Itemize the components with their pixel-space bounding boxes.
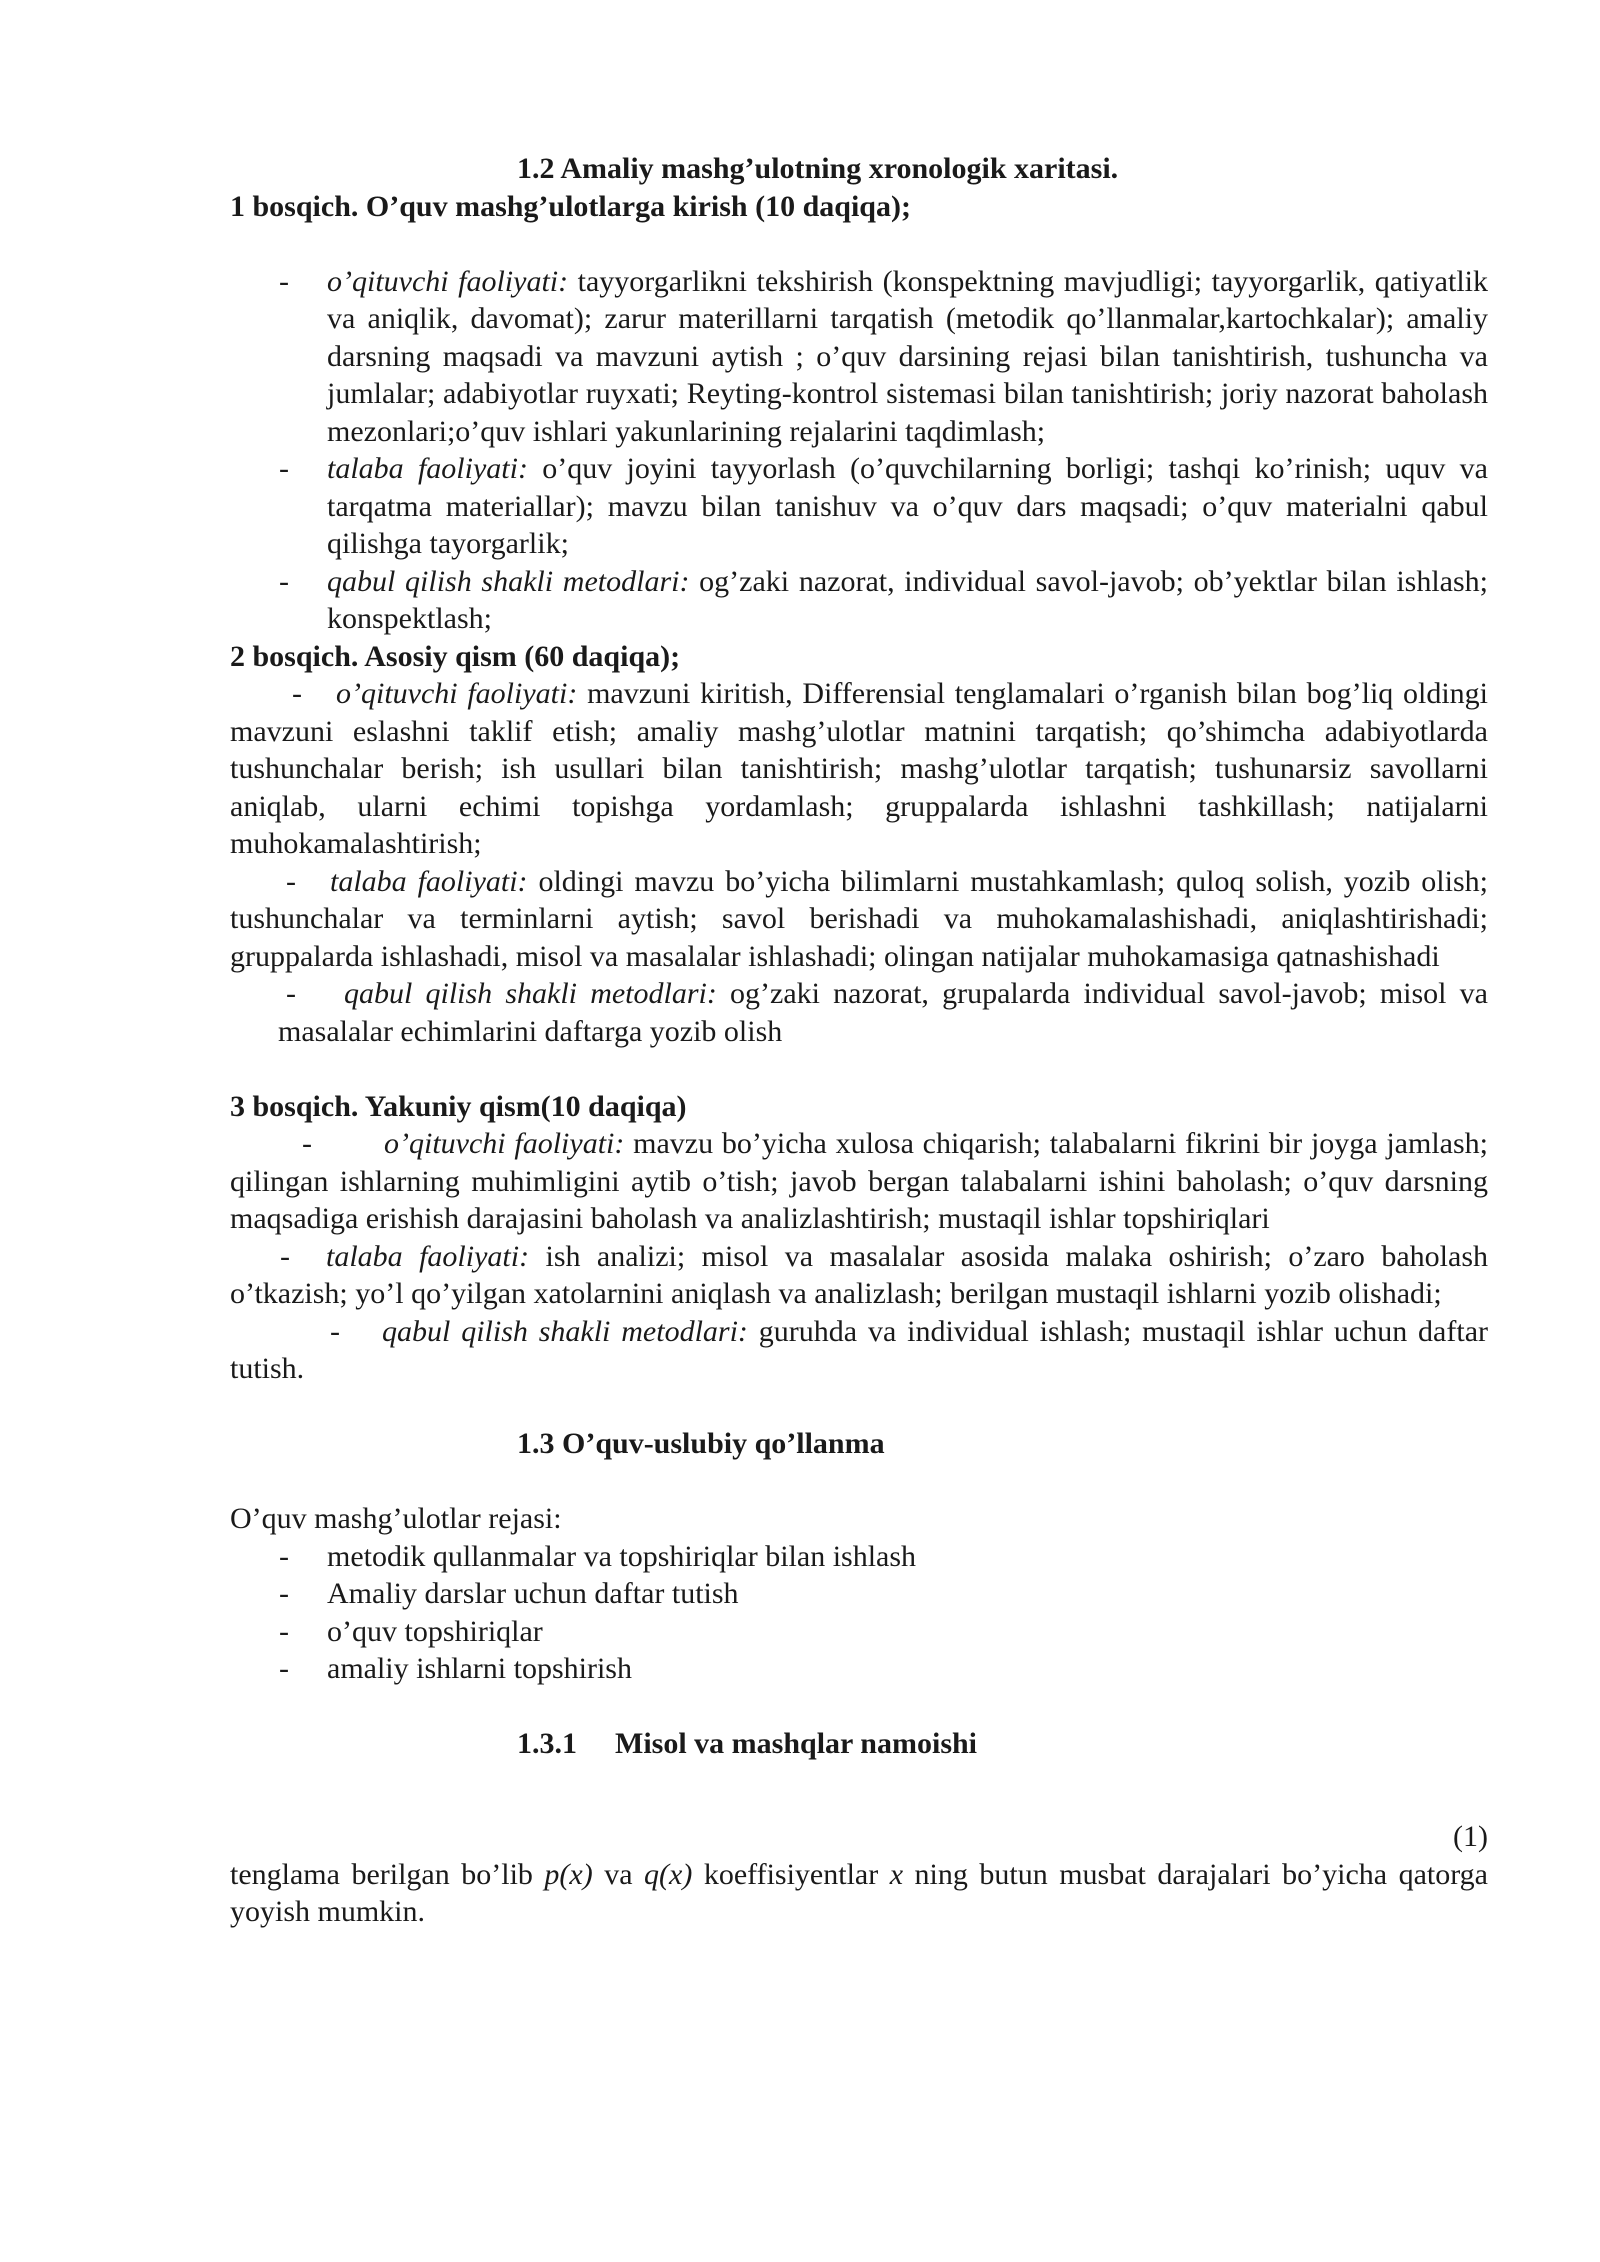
bullet-dash: -: [286, 864, 296, 898]
stage2-title: 2 bosqich. Asosiy qism (60 daqiqa);: [230, 639, 681, 673]
plan-item-text: o’quv topshiriqlar: [327, 1614, 543, 1648]
stage3-student-paragraph: [230, 1238, 1488, 1313]
paragraph-label: qabul qilish shakli metodlari:: [382, 1314, 748, 1348]
paragraph-text: ish analizi; misol va masalalar asosida malaka oshirish; o’zaro baholash o’tkazish; yo’l qo’yilgan xatolarnini aniqlash va analizlash; berilgan mustaqil ishlarni yozib olishadi;: [230, 1239, 1488, 1310]
text-fragment: tenglama berilgan bo’lib: [230, 1857, 545, 1891]
equation-number: (1): [1453, 1820, 1488, 1853]
section-number: 1.3.1: [517, 1726, 577, 1760]
bullet-dash: -: [279, 1614, 289, 1648]
stage3-teacher-paragraph: [230, 1125, 1488, 1238]
plan-item-text: amaliy ishlarni topshirish: [327, 1652, 632, 1685]
qx-symbol: q(x): [644, 1857, 693, 1891]
bullet-dash: -: [279, 564, 289, 598]
bullet-dash: -: [279, 452, 289, 485]
paragraph-text: og’zaki nazorat, grupalarda individual savol-javob; misol va masalalar echimlarini daftarga yozib olish: [278, 977, 1488, 1048]
plan-list-item: [230, 1538, 1488, 1576]
stage1-item-student: [230, 450, 1488, 563]
paragraph-label: o’qituvchi faoliyati:: [336, 677, 578, 710]
section131-heading: [230, 1725, 1488, 1763]
text-fragment: va: [592, 1857, 645, 1891]
paragraph-text: mavzu bo’yicha xulosa chiqarish; talabalarni fikrini bir joyga jamlash; qilingan ishlarning muhimligini aytib o’tish; javob bergan talabalarni ishini baholash; o’quv darsning maqsadiga erishish darajasini baholash va analizlashtirish; mustaqil ishlar topshiriqlari: [230, 1127, 1488, 1235]
text-fragment: ning butun musbat darajalari bo’yicha qatorga yoyish mumkin.: [230, 1857, 1488, 1928]
x-symbol: x: [889, 1857, 904, 1891]
stage3-title: 3 bosqich. Yakuniy qism(10 daqiqa): [230, 1089, 687, 1123]
paragraph-text: oldingi mavzu bo’yicha bilimlarni mustahkamlash; quloq solish, yozib olish; tushunchalar va terminlarni aytish; savol berishadi va muhokamalashishadi, aniqlashtirishadi; gruppalarda ishlashadi, misol va masalalar ishlashadi; olingan natijalar muhokamasiga qatnashishadi: [230, 864, 1488, 973]
plan-list-item: [230, 1575, 1488, 1613]
bullet-dash: -: [292, 677, 302, 710]
item-label: talaba faoliyati:: [327, 452, 528, 485]
paragraph-text: mavzuni kiritish, Differensial tenglamalari o’rganish bilan bog’liq oldingi mavzuni eslashni taklif etish; amaliy mashg’ulotlar matnini tarqatish; qo’shimcha adabiyotlarda tushunchalar berish; ish usullari bilan tanishtirish; mashg’ulotlar tarqatish; tushunarsiz savollarni aniqlab, ularni echimi topishga yordamlash; gruppalarda ishlashni tashkillash; natijalarni muhokamalashtirish;: [230, 677, 1489, 860]
stage2-student-paragraph: [230, 863, 1488, 976]
section13-intro: O’quv mashg’ulotlar rejasi:: [230, 1502, 562, 1535]
bullet-dash: -: [279, 1577, 289, 1610]
plan-list-item: [230, 1613, 1488, 1651]
item-text: o’quv joyini tayyorlash (o’quvchilarning borligi; tashqi ko’rinish; uquv va tarqatma materiallar); mavzu bilan tanishuv va o’quv dars maqsadi; o’quv materialni qabul qilishga tayorgarlik;: [327, 452, 1488, 560]
item-label: o’qituvchi faoliyati:: [327, 264, 569, 298]
bullet-dash: -: [330, 1314, 340, 1348]
stage2-teacher-paragraph: [230, 675, 1488, 863]
plan-item-text: metodik qullanmalar va topshiriqlar bilan ishlash: [327, 1539, 917, 1573]
stage1-title: 1 bosqich. O’quv mashg’ulotlarga kirish (10 daqiqa);: [230, 189, 911, 223]
bullet-dash: -: [279, 1652, 289, 1685]
paragraph-label: talaba faoliyati:: [326, 1239, 530, 1273]
bullet-dash: -: [279, 264, 289, 298]
plan-item-text: Amaliy darslar uchun daftar tutish: [327, 1577, 739, 1610]
paragraph-text: guruhda va individual ishlash; mustaqil ishlar uchun daftar tutish.: [230, 1314, 1488, 1385]
item-label: qabul qilish shakli metodlari:: [327, 564, 690, 598]
bullet-dash: -: [302, 1127, 312, 1160]
document-page: [230, 150, 1488, 1931]
section-title: Misol va mashqlar namoishi: [615, 1726, 978, 1760]
paragraph-label: qabul qilish shakli metodlari:: [344, 977, 717, 1010]
item-text: og’zaki nazorat, individual savol-javob; ob’yektlar bilan ishlash; konspektlash;: [327, 564, 1489, 635]
paragraph-label: o’qituvchi faoliyati:: [384, 1127, 625, 1160]
text-fragment: koeffisiyentlar: [692, 1857, 890, 1891]
stage1-item-teacher: [230, 263, 1488, 451]
item-text: tayyorgarlikni tekshirish (konspektning mavjudligi; tayyorgarlik, qatiyatlik va aniqlik, davomat); zarur materillarni tarqatish (metodik qo’llanmalar,kartochkalar); amaliy darsning maqsadi va mavzuni aytish ; o’quv darsining rejasi bilan tanishtirish, tushuncha va jumlalar; adabiyotlar ruyxati; Reyting-kontrol sistemasi bilan tanishtirish; joriy nazorat baholash mezonlari;o’quv ishlari yakunlarining rejalarini taqdimlash;: [327, 264, 1488, 448]
heading-main: 1.2 Amaliy mashg’ulotning xronologik xaritasi.: [517, 152, 1119, 185]
px-symbol: p(x): [544, 1857, 593, 1891]
bullet-dash: -: [286, 977, 296, 1010]
paragraph-label: talaba faoliyati:: [330, 864, 528, 898]
bullet-dash: -: [280, 1239, 290, 1273]
stage1-item-methods: [230, 563, 1488, 638]
equation-description: [230, 1856, 1488, 1931]
section13-title: 1.3 O’quv-uslubiy qo’llanma: [517, 1427, 885, 1460]
bullet-dash: -: [279, 1539, 289, 1573]
stage3-methods-paragraph: [230, 1313, 1488, 1388]
plan-list-item: [230, 1650, 1488, 1688]
stage2-methods-paragraph: [230, 975, 1488, 1050]
